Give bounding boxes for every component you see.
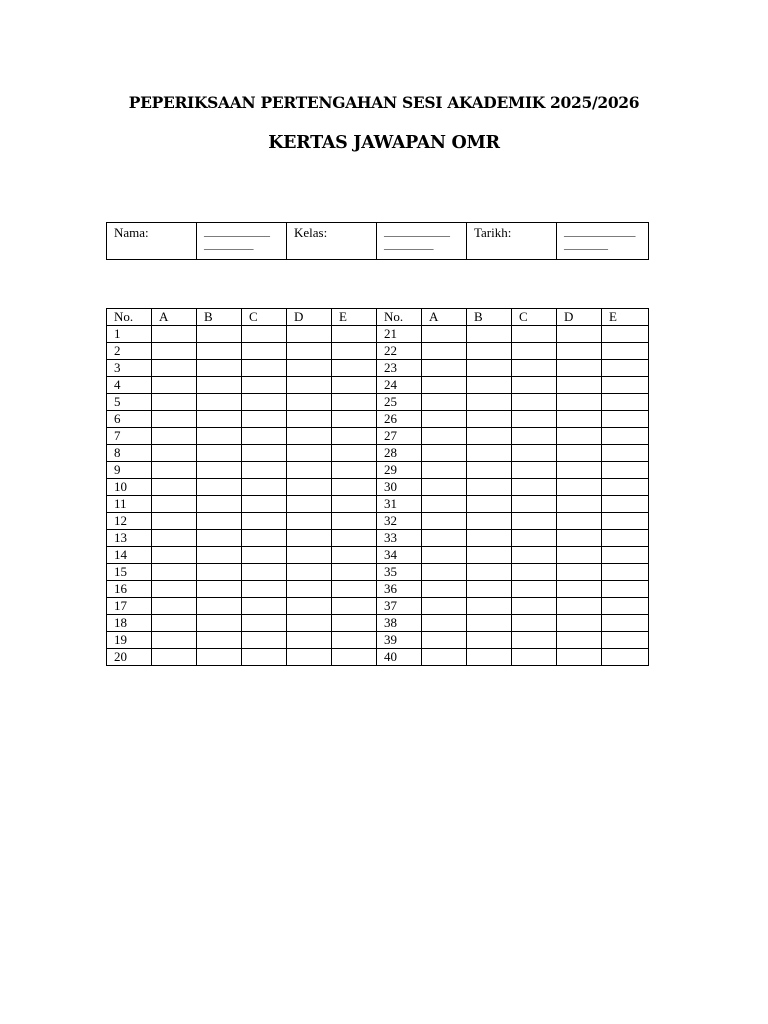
answer-cell-b[interactable] <box>467 326 512 343</box>
table-row <box>107 598 649 615</box>
answer-cell-b[interactable] <box>197 377 242 394</box>
answer-cell-b[interactable] <box>467 462 512 479</box>
answer-cell-d[interactable] <box>557 632 602 649</box>
name-line-1: ____________ <box>204 226 270 238</box>
question-number: 23 <box>377 360 422 377</box>
answer-cell-d[interactable] <box>557 343 602 360</box>
answer-cell-a[interactable] <box>152 513 197 530</box>
answer-cell-d[interactable] <box>557 598 602 615</box>
answer-cell-a[interactable] <box>422 598 467 615</box>
answer-cell-c[interactable] <box>242 428 287 445</box>
answer-cell-a[interactable] <box>422 377 467 394</box>
answer-cell-b[interactable] <box>197 343 242 360</box>
answer-cell-d[interactable] <box>557 326 602 343</box>
answer-cell-e[interactable] <box>602 496 649 513</box>
answer-cell-b[interactable] <box>197 530 242 547</box>
number-column-header: No. <box>107 309 152 326</box>
date-line-1: _____________ <box>564 226 636 238</box>
question-number: 10 <box>107 479 152 496</box>
answer-cell-e[interactable] <box>602 513 649 530</box>
answer-cell-e[interactable] <box>602 445 649 462</box>
answer-cell-c[interactable] <box>512 615 557 632</box>
answer-cell-d[interactable] <box>287 428 332 445</box>
answer-cell-e[interactable] <box>332 360 377 377</box>
answer-cell-e[interactable] <box>332 394 377 411</box>
answer-cell-b[interactable] <box>197 411 242 428</box>
answer-cell-a[interactable] <box>152 581 197 598</box>
answer-cell-b[interactable] <box>467 530 512 547</box>
answer-cell-a[interactable] <box>422 445 467 462</box>
answer-cell-d[interactable] <box>287 479 332 496</box>
answer-cell-a[interactable] <box>152 479 197 496</box>
answer-cell-c[interactable] <box>512 547 557 564</box>
answer-cell-a[interactable] <box>422 479 467 496</box>
answer-cell-b[interactable] <box>467 547 512 564</box>
answer-cell-d[interactable] <box>287 496 332 513</box>
option-column-header: B <box>197 309 242 326</box>
student-info-table <box>106 222 649 260</box>
answer-cell-c[interactable] <box>512 632 557 649</box>
question-number: 2 <box>107 343 152 360</box>
table-row <box>107 428 649 445</box>
question-number: 37 <box>377 598 422 615</box>
option-column-header: B <box>467 309 512 326</box>
answer-cell-e[interactable] <box>602 615 649 632</box>
answer-cell-a[interactable] <box>422 411 467 428</box>
answer-cell-d[interactable] <box>287 360 332 377</box>
answer-cell-e[interactable] <box>602 411 649 428</box>
answer-cell-d[interactable] <box>557 360 602 377</box>
omr-answer-table <box>106 308 649 666</box>
date-label: Tarikh: <box>467 223 557 260</box>
answer-cell-e[interactable] <box>332 564 377 581</box>
answer-cell-a[interactable] <box>152 530 197 547</box>
answer-cell-b[interactable] <box>197 581 242 598</box>
answer-cell-d[interactable] <box>287 581 332 598</box>
option-column-header: D <box>557 309 602 326</box>
question-number: 11 <box>107 496 152 513</box>
answer-cell-b[interactable] <box>467 394 512 411</box>
question-number: 9 <box>107 462 152 479</box>
answer-cell-c[interactable] <box>242 581 287 598</box>
answer-cell-e[interactable] <box>602 462 649 479</box>
answer-cell-c[interactable] <box>512 479 557 496</box>
answer-cell-c[interactable] <box>242 326 287 343</box>
answer-cell-d[interactable] <box>557 649 602 666</box>
answer-cell-a[interactable] <box>152 377 197 394</box>
answer-cell-e[interactable] <box>332 615 377 632</box>
option-column-header: E <box>602 309 649 326</box>
question-number: 7 <box>107 428 152 445</box>
answer-cell-c[interactable] <box>242 615 287 632</box>
answer-cell-a[interactable] <box>152 615 197 632</box>
answer-cell-c[interactable] <box>512 513 557 530</box>
answer-cell-e[interactable] <box>602 343 649 360</box>
answer-cell-b[interactable] <box>467 632 512 649</box>
question-number: 39 <box>377 632 422 649</box>
answer-cell-b[interactable] <box>197 598 242 615</box>
answer-cell-b[interactable] <box>197 649 242 666</box>
question-number: 33 <box>377 530 422 547</box>
answer-cell-d[interactable] <box>557 428 602 445</box>
answer-cell-a[interactable] <box>422 632 467 649</box>
answer-cell-e[interactable] <box>332 479 377 496</box>
answer-cell-b[interactable] <box>197 564 242 581</box>
answer-cell-a[interactable] <box>152 326 197 343</box>
answer-cell-c[interactable] <box>242 343 287 360</box>
question-number: 28 <box>377 445 422 462</box>
answer-cell-e[interactable] <box>602 530 649 547</box>
answer-cell-e[interactable] <box>602 377 649 394</box>
omr-header-row <box>107 309 649 326</box>
answer-cell-e[interactable] <box>332 377 377 394</box>
answer-cell-d[interactable] <box>287 377 332 394</box>
table-row <box>107 513 649 530</box>
table-row <box>107 343 649 360</box>
answer-cell-c[interactable] <box>242 564 287 581</box>
question-number: 29 <box>377 462 422 479</box>
question-number: 19 <box>107 632 152 649</box>
question-number: 17 <box>107 598 152 615</box>
answer-cell-c[interactable] <box>242 598 287 615</box>
option-column-header: A <box>422 309 467 326</box>
question-number: 24 <box>377 377 422 394</box>
answer-cell-a[interactable] <box>422 530 467 547</box>
answer-cell-e[interactable] <box>332 411 377 428</box>
question-number: 20 <box>107 649 152 666</box>
answer-cell-c[interactable] <box>242 547 287 564</box>
table-row <box>107 479 649 496</box>
answer-cell-e[interactable] <box>602 360 649 377</box>
answer-cell-a[interactable] <box>152 496 197 513</box>
question-number: 22 <box>377 343 422 360</box>
answer-cell-d[interactable] <box>287 598 332 615</box>
answer-cell-d[interactable] <box>557 581 602 598</box>
answer-cell-c[interactable] <box>242 649 287 666</box>
answer-cell-e[interactable] <box>332 513 377 530</box>
answer-cell-d[interactable] <box>287 462 332 479</box>
answer-cell-c[interactable] <box>512 343 557 360</box>
answer-cell-e[interactable] <box>332 496 377 513</box>
answer-cell-b[interactable] <box>467 411 512 428</box>
answer-cell-a[interactable] <box>422 564 467 581</box>
answer-cell-a[interactable] <box>152 394 197 411</box>
class-line-2: _________ <box>384 239 434 251</box>
date-field[interactable] <box>557 223 649 260</box>
option-column-header: E <box>332 309 377 326</box>
question-number: 36 <box>377 581 422 598</box>
question-number: 16 <box>107 581 152 598</box>
answer-cell-e[interactable] <box>332 462 377 479</box>
answer-cell-c[interactable] <box>512 598 557 615</box>
answer-cell-d[interactable] <box>557 615 602 632</box>
answer-cell-c[interactable] <box>242 513 287 530</box>
number-column-header: No. <box>377 309 422 326</box>
class-field[interactable] <box>377 223 467 260</box>
answer-cell-c[interactable] <box>512 564 557 581</box>
answer-cell-b[interactable] <box>467 513 512 530</box>
answer-cell-e[interactable] <box>602 326 649 343</box>
answer-cell-d[interactable] <box>287 394 332 411</box>
table-row <box>107 411 649 428</box>
answer-cell-e[interactable] <box>332 326 377 343</box>
question-number: 1 <box>107 326 152 343</box>
table-row <box>107 547 649 564</box>
answer-cell-d[interactable] <box>287 326 332 343</box>
answer-cell-d[interactable] <box>287 649 332 666</box>
option-column-header: C <box>512 309 557 326</box>
answer-cell-b[interactable] <box>197 496 242 513</box>
answer-cell-d[interactable] <box>287 513 332 530</box>
question-number: 30 <box>377 479 422 496</box>
answer-cell-a[interactable] <box>152 360 197 377</box>
sheet-title: KERTAS JAWAPAN OMR <box>268 133 500 153</box>
answer-cell-a[interactable] <box>152 343 197 360</box>
answer-cell-a[interactable] <box>152 445 197 462</box>
name-field[interactable] <box>197 223 287 260</box>
answer-cell-d[interactable] <box>557 462 602 479</box>
answer-cell-c[interactable] <box>512 394 557 411</box>
answer-cell-a[interactable] <box>152 564 197 581</box>
question-number: 31 <box>377 496 422 513</box>
question-number: 40 <box>377 649 422 666</box>
answer-cell-c[interactable] <box>512 326 557 343</box>
answer-cell-d[interactable] <box>557 445 602 462</box>
answer-cell-e[interactable] <box>332 445 377 462</box>
answer-cell-d[interactable] <box>287 343 332 360</box>
answer-cell-a[interactable] <box>152 598 197 615</box>
answer-cell-a[interactable] <box>152 462 197 479</box>
table-row <box>107 564 649 581</box>
answer-cell-e[interactable] <box>602 598 649 615</box>
answer-cell-e[interactable] <box>332 581 377 598</box>
class-line-1: ____________ <box>384 226 450 238</box>
answer-cell-c[interactable] <box>242 394 287 411</box>
answer-cell-c[interactable] <box>512 581 557 598</box>
answer-cell-d[interactable] <box>557 496 602 513</box>
table-row <box>107 581 649 598</box>
answer-cell-c[interactable] <box>512 445 557 462</box>
answer-cell-e[interactable] <box>602 649 649 666</box>
answer-cell-e[interactable] <box>602 547 649 564</box>
answer-cell-d[interactable] <box>557 411 602 428</box>
answer-cell-e[interactable] <box>602 632 649 649</box>
answer-cell-b[interactable] <box>197 326 242 343</box>
answer-cell-a[interactable] <box>422 615 467 632</box>
answer-cell-a[interactable] <box>152 632 197 649</box>
answer-cell-b[interactable] <box>467 649 512 666</box>
question-number: 5 <box>107 394 152 411</box>
answer-cell-e[interactable] <box>332 428 377 445</box>
answer-cell-e[interactable] <box>602 394 649 411</box>
question-number: 38 <box>377 615 422 632</box>
answer-cell-b[interactable] <box>467 598 512 615</box>
table-row <box>107 649 649 666</box>
answer-cell-e[interactable] <box>332 343 377 360</box>
question-number: 12 <box>107 513 152 530</box>
answer-cell-d[interactable] <box>557 564 602 581</box>
answer-cell-c[interactable] <box>242 496 287 513</box>
answer-cell-b[interactable] <box>467 479 512 496</box>
answer-cell-b[interactable] <box>467 564 512 581</box>
answer-cell-c[interactable] <box>242 632 287 649</box>
answer-cell-a[interactable] <box>422 360 467 377</box>
answer-cell-c[interactable] <box>242 530 287 547</box>
answer-cell-c[interactable] <box>512 411 557 428</box>
answer-cell-a[interactable] <box>422 428 467 445</box>
answer-cell-b[interactable] <box>197 615 242 632</box>
answer-cell-a[interactable] <box>152 428 197 445</box>
question-number: 6 <box>107 411 152 428</box>
answer-cell-b[interactable] <box>197 632 242 649</box>
question-number: 4 <box>107 377 152 394</box>
answer-cell-d[interactable] <box>557 513 602 530</box>
question-number: 26 <box>377 411 422 428</box>
question-number: 3 <box>107 360 152 377</box>
answer-cell-c[interactable] <box>242 479 287 496</box>
answer-cell-a[interactable] <box>422 513 467 530</box>
answer-cell-a[interactable] <box>152 547 197 564</box>
answer-cell-d[interactable] <box>287 615 332 632</box>
date-line-2: ________ <box>564 239 608 251</box>
question-number: 8 <box>107 445 152 462</box>
question-number: 32 <box>377 513 422 530</box>
answer-cell-c[interactable] <box>512 462 557 479</box>
answer-cell-c[interactable] <box>242 411 287 428</box>
answer-cell-e[interactable] <box>332 530 377 547</box>
answer-cell-c[interactable] <box>242 445 287 462</box>
answer-cell-d[interactable] <box>287 632 332 649</box>
answer-cell-c[interactable] <box>512 428 557 445</box>
name-line-2: _________ <box>204 239 254 251</box>
answer-cell-c[interactable] <box>512 649 557 666</box>
answer-cell-b[interactable] <box>197 547 242 564</box>
answer-cell-d[interactable] <box>287 530 332 547</box>
answer-cell-d[interactable] <box>557 394 602 411</box>
answer-cell-b[interactable] <box>197 360 242 377</box>
answer-cell-a[interactable] <box>422 496 467 513</box>
answer-cell-c[interactable] <box>242 462 287 479</box>
answer-cell-d[interactable] <box>557 479 602 496</box>
table-row <box>107 615 649 632</box>
answer-cell-a[interactable] <box>422 394 467 411</box>
question-number: 15 <box>107 564 152 581</box>
answer-cell-b[interactable] <box>467 343 512 360</box>
table-row <box>107 496 649 513</box>
question-number: 35 <box>377 564 422 581</box>
table-row <box>107 377 649 394</box>
answer-cell-d[interactable] <box>287 445 332 462</box>
answer-cell-d[interactable] <box>287 564 332 581</box>
option-column-header: C <box>242 309 287 326</box>
class-label: Kelas: <box>287 223 377 260</box>
answer-cell-e[interactable] <box>332 649 377 666</box>
answer-cell-a[interactable] <box>422 343 467 360</box>
question-number: 25 <box>377 394 422 411</box>
answer-cell-e[interactable] <box>602 479 649 496</box>
answer-cell-a[interactable] <box>422 326 467 343</box>
answer-cell-b[interactable] <box>197 479 242 496</box>
answer-cell-a[interactable] <box>422 547 467 564</box>
answer-cell-d[interactable] <box>557 530 602 547</box>
answer-cell-e[interactable] <box>332 547 377 564</box>
answer-cell-b[interactable] <box>467 377 512 394</box>
answer-cell-c[interactable] <box>242 360 287 377</box>
answer-cell-e[interactable] <box>602 564 649 581</box>
answer-cell-b[interactable] <box>467 615 512 632</box>
answer-cell-a[interactable] <box>422 649 467 666</box>
answer-cell-b[interactable] <box>467 428 512 445</box>
answer-cell-c[interactable] <box>242 377 287 394</box>
answer-cell-c[interactable] <box>512 377 557 394</box>
question-number: 13 <box>107 530 152 547</box>
table-row <box>107 445 649 462</box>
answer-cell-d[interactable] <box>287 411 332 428</box>
answer-cell-d[interactable] <box>557 377 602 394</box>
answer-cell-b[interactable] <box>197 394 242 411</box>
answer-cell-b[interactable] <box>197 462 242 479</box>
answer-cell-a[interactable] <box>422 581 467 598</box>
question-number: 27 <box>377 428 422 445</box>
answer-cell-c[interactable] <box>512 530 557 547</box>
answer-cell-a[interactable] <box>152 649 197 666</box>
question-number: 34 <box>377 547 422 564</box>
name-label: Nama: <box>107 223 197 260</box>
table-row <box>107 462 649 479</box>
table-row <box>107 394 649 411</box>
answer-cell-b[interactable] <box>197 513 242 530</box>
answer-cell-d[interactable] <box>287 547 332 564</box>
answer-cell-e[interactable] <box>332 598 377 615</box>
table-row <box>107 530 649 547</box>
answer-cell-c[interactable] <box>512 496 557 513</box>
answer-cell-d[interactable] <box>557 547 602 564</box>
answer-cell-b[interactable] <box>467 445 512 462</box>
answer-cell-a[interactable] <box>422 462 467 479</box>
option-column-header: D <box>287 309 332 326</box>
question-number: 18 <box>107 615 152 632</box>
exam-title: PEPERIKSAAN PERTENGAHAN SESI AKADEMIK 2025/2026 <box>128 93 640 112</box>
table-row <box>107 360 649 377</box>
answer-cell-b[interactable] <box>467 496 512 513</box>
table-row <box>107 326 649 343</box>
answer-cell-a[interactable] <box>152 411 197 428</box>
question-number: 21 <box>377 326 422 343</box>
answer-cell-c[interactable] <box>512 360 557 377</box>
table-row <box>107 632 649 649</box>
answer-cell-e[interactable] <box>602 428 649 445</box>
answer-cell-e[interactable] <box>602 581 649 598</box>
answer-cell-b[interactable] <box>467 360 512 377</box>
answer-cell-b[interactable] <box>197 428 242 445</box>
answer-cell-e[interactable] <box>332 632 377 649</box>
answer-cell-b[interactable] <box>467 581 512 598</box>
option-column-header: A <box>152 309 197 326</box>
answer-cell-b[interactable] <box>197 445 242 462</box>
question-number: 14 <box>107 547 152 564</box>
